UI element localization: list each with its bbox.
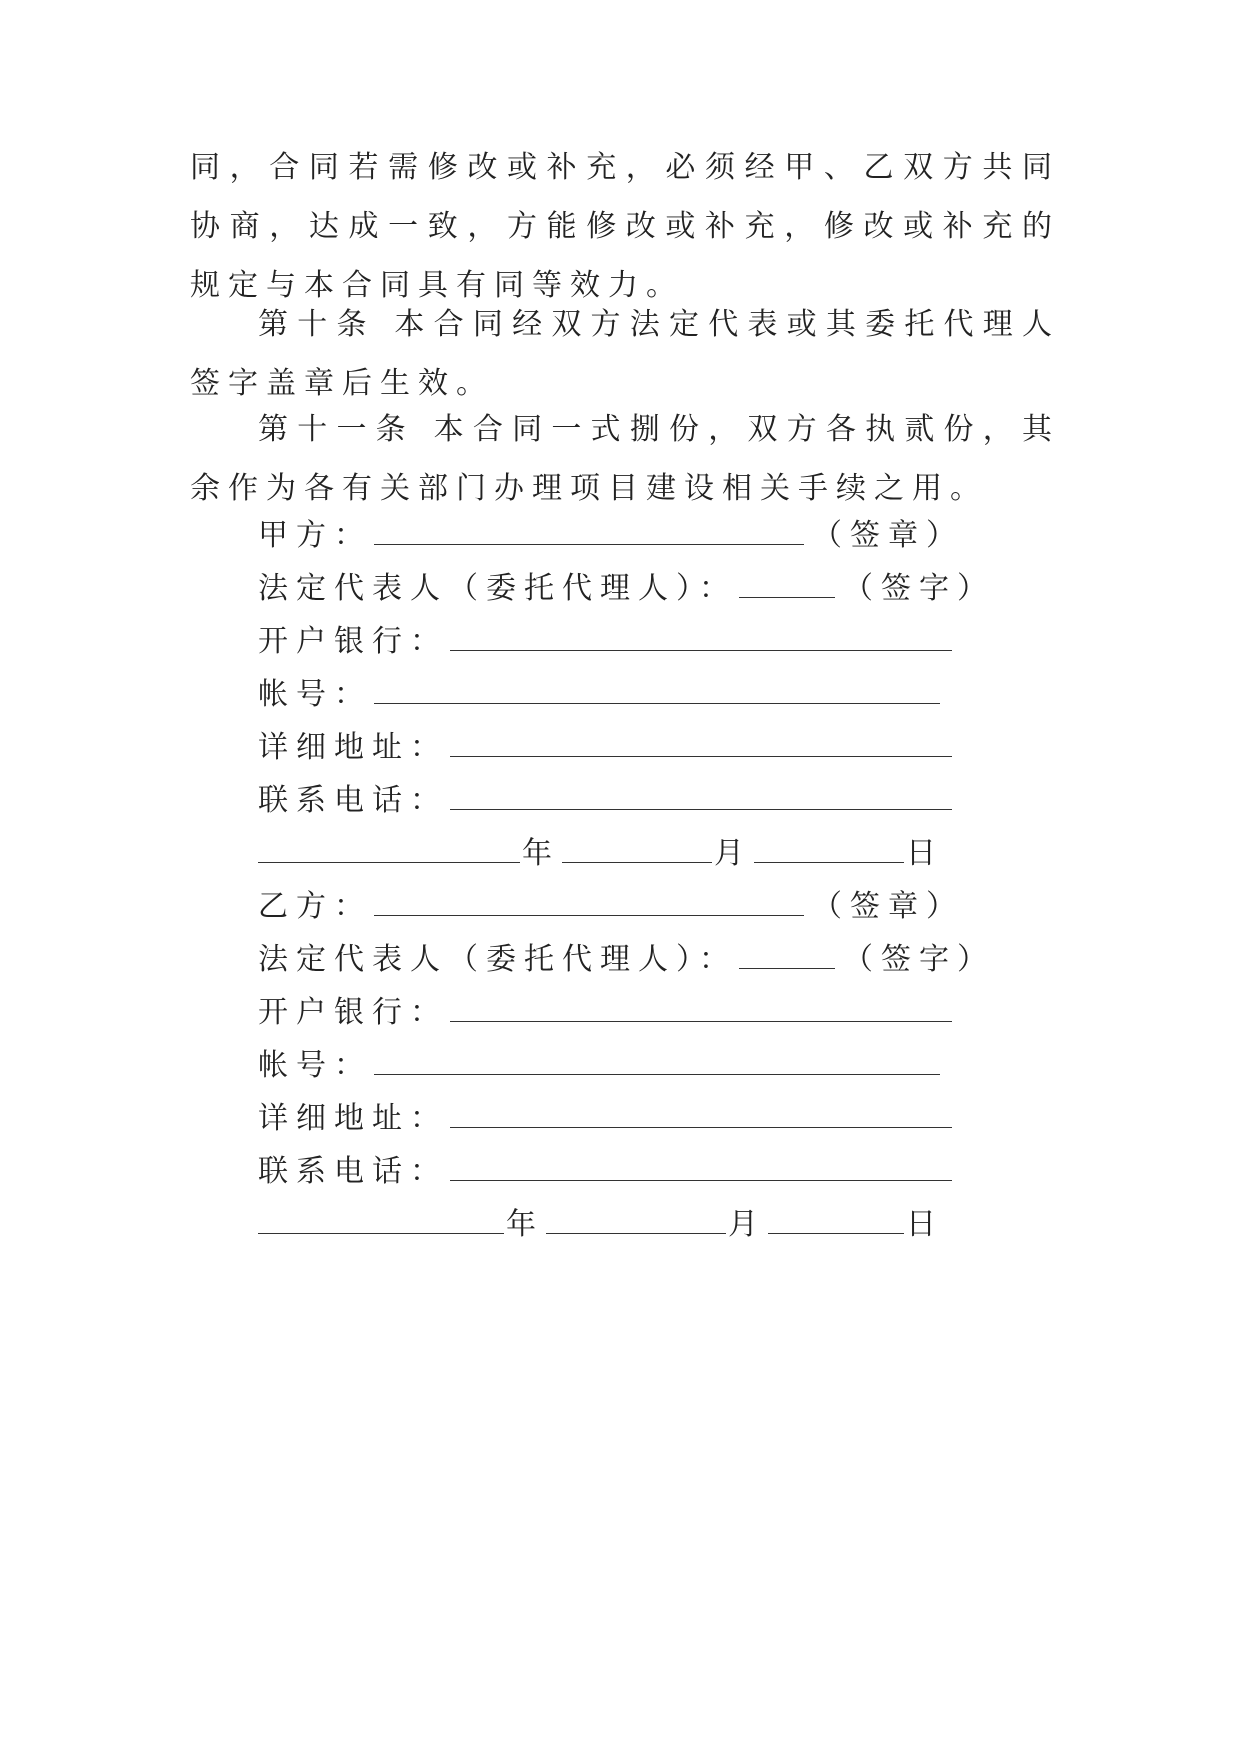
paragraph-amendment: 同，合同若需修改或补充，必须经甲、乙双方共同协商，达成一致，方能修改或补充，修改或补充的规定与本合同具有同等效力。 <box>190 150 1060 303</box>
party-a-account-label: 帐号： <box>258 677 372 712</box>
party-b-day-label: 日 <box>906 1207 944 1242</box>
party-b-account-blank[interactable] <box>374 1034 940 1075</box>
party-a-month-blank[interactable] <box>562 822 712 863</box>
party-b-bank-line <box>258 981 954 1042</box>
party-a-rep-label: 法定代表人（委托代理人）： <box>258 571 737 606</box>
party-b-phone-label: 联系电话： <box>258 1154 448 1189</box>
party-a-seal-note: （签章） <box>812 518 964 553</box>
party-a-bank-label: 开户银行： <box>258 624 448 659</box>
party-a-phone-line <box>258 769 954 830</box>
party-a-phone-blank[interactable] <box>450 769 952 810</box>
party-a-name-blank[interactable] <box>374 504 804 545</box>
party-a-year-label: 年 <box>522 836 560 871</box>
party-b-name-line <box>258 875 964 936</box>
party-a-month-label: 月 <box>714 836 752 871</box>
party-b-rep-line <box>258 928 995 989</box>
party-a-address-blank[interactable] <box>450 716 952 757</box>
party-a-address-line <box>258 716 954 777</box>
party-b-name-label: 乙方： <box>258 889 372 924</box>
party-b-address-blank[interactable] <box>450 1087 952 1128</box>
party-a-day-blank[interactable] <box>754 822 904 863</box>
party-a-name-line <box>258 504 964 565</box>
party-a-day-label: 日 <box>906 836 944 871</box>
party-b-year-label: 年 <box>506 1207 544 1242</box>
party-b-bank-label: 开户银行： <box>258 995 448 1030</box>
party-a-address-label: 详细地址： <box>258 730 448 765</box>
party-a-account-line <box>258 663 942 724</box>
party-a-rep-line <box>258 557 995 618</box>
party-b-day-blank[interactable] <box>768 1193 904 1234</box>
party-a-account-blank[interactable] <box>374 663 940 704</box>
party-a-bank-line <box>258 610 954 671</box>
party-b-phone-blank[interactable] <box>450 1140 952 1181</box>
party-b-seal-note: （签章） <box>812 889 964 924</box>
party-b-address-line <box>258 1087 954 1148</box>
party-a-phone-label: 联系电话： <box>258 783 448 818</box>
party-b-date-line <box>258 1193 944 1254</box>
party-a-rep-blank[interactable] <box>739 557 835 598</box>
party-b-sign-note: （签字） <box>843 942 995 977</box>
party-b-phone-line <box>258 1140 954 1201</box>
party-b-year-blank[interactable] <box>258 1193 504 1234</box>
party-b-name-blank[interactable] <box>374 875 804 916</box>
party-b-rep-blank[interactable] <box>739 928 835 969</box>
paragraph-article-10: 第十条 本合同经双方法定代表或其委托代理人签字盖章后生效。 <box>190 307 1060 401</box>
party-b-account-line <box>258 1034 942 1095</box>
party-a-date-line <box>258 822 944 883</box>
party-b-bank-blank[interactable] <box>450 981 952 1022</box>
paragraph-article-11: 第十一条 本合同一式捌份，双方各执贰份，其余作为各有关部门办理项目建设相关手续之用。 <box>190 412 1060 506</box>
party-a-name-label: 甲方： <box>258 518 372 553</box>
party-b-account-label: 帐号： <box>258 1048 372 1083</box>
party-a-year-blank[interactable] <box>258 822 520 863</box>
party-b-month-blank[interactable] <box>546 1193 726 1234</box>
party-a-bank-blank[interactable] <box>450 610 952 651</box>
party-a-sign-note: （签字） <box>843 571 995 606</box>
party-b-month-label: 月 <box>728 1207 766 1242</box>
party-b-rep-label: 法定代表人（委托代理人）： <box>258 942 737 977</box>
party-b-address-label: 详细地址： <box>258 1101 448 1136</box>
